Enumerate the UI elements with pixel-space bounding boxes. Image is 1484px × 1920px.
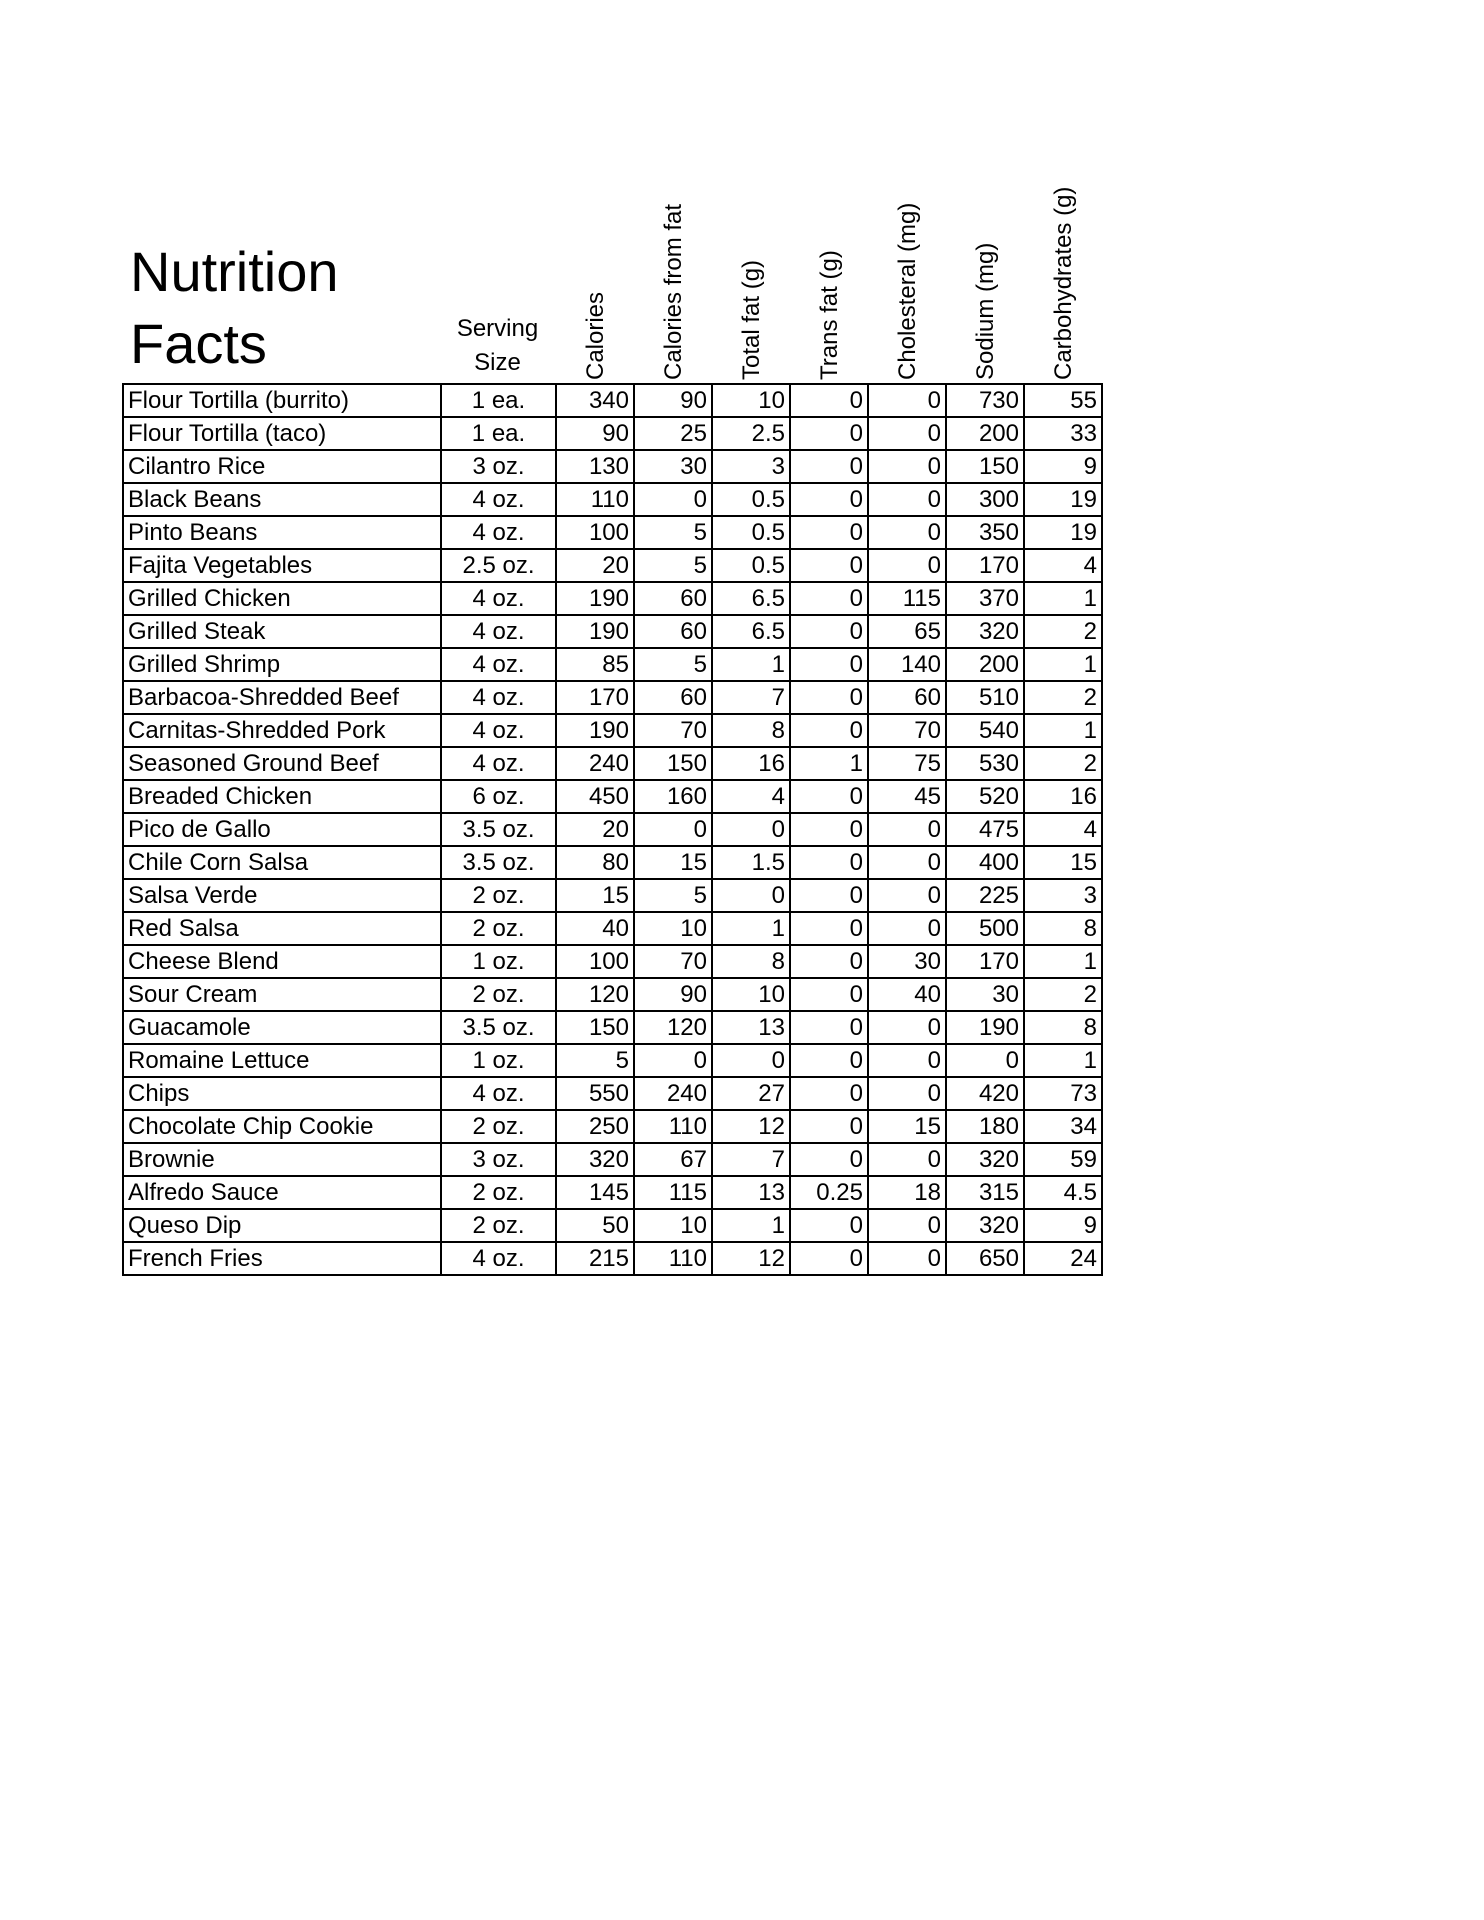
- value-cell: 0: [868, 1143, 946, 1176]
- value-cell: 0: [868, 1044, 946, 1077]
- item-name-cell: French Fries: [123, 1242, 441, 1275]
- value-cell: 100: [556, 516, 634, 549]
- value-cell: 2: [1024, 681, 1102, 714]
- item-name-cell: Seasoned Ground Beef: [123, 747, 441, 780]
- serving-size-cell: 1 ea.: [441, 417, 556, 450]
- item-name-cell: Chips: [123, 1077, 441, 1110]
- value-cell: 0: [946, 1044, 1024, 1077]
- value-cell: 90: [634, 384, 712, 417]
- serving-size-cell: 1 oz.: [441, 945, 556, 978]
- value-cell: 0: [868, 813, 946, 846]
- item-name-cell: Chile Corn Salsa: [123, 846, 441, 879]
- column-header-cell: [713, 170, 791, 380]
- value-cell: 70: [868, 714, 946, 747]
- value-cell: 160: [634, 780, 712, 813]
- value-cell: 0: [790, 549, 868, 582]
- value-cell: 150: [634, 747, 712, 780]
- value-cell: 0: [790, 1209, 868, 1242]
- value-cell: 0: [790, 648, 868, 681]
- table-row: [123, 483, 1102, 516]
- item-name-cell: Flour Tortilla (burrito): [123, 384, 441, 417]
- column-header-label: Sodium (mg): [972, 242, 999, 380]
- serving-size-cell: 6 oz.: [441, 780, 556, 813]
- value-cell: 8: [1024, 912, 1102, 945]
- value-cell: 0: [790, 1143, 868, 1176]
- value-cell: 1: [790, 747, 868, 780]
- serving-size-cell: 2 oz.: [441, 1209, 556, 1242]
- value-cell: 140: [868, 648, 946, 681]
- value-cell: 24: [1024, 1242, 1102, 1275]
- value-cell: 520: [946, 780, 1024, 813]
- value-cell: 120: [556, 978, 634, 1011]
- value-cell: 0: [790, 516, 868, 549]
- value-cell: 85: [556, 648, 634, 681]
- value-cell: 320: [556, 1143, 634, 1176]
- item-name-cell: Alfredo Sauce: [123, 1176, 441, 1209]
- serving-size-cell: 4 oz.: [441, 615, 556, 648]
- value-cell: 4: [1024, 813, 1102, 846]
- table-row: [123, 846, 1102, 879]
- value-cell: 1: [712, 648, 790, 681]
- table-row: [123, 549, 1102, 582]
- value-cell: 0: [868, 1011, 946, 1044]
- column-header-label: Calories: [582, 291, 609, 380]
- value-cell: 5: [634, 549, 712, 582]
- value-cell: 40: [556, 912, 634, 945]
- value-cell: 0: [868, 1242, 946, 1275]
- value-cell: 0: [868, 450, 946, 483]
- value-cell: 10: [634, 1209, 712, 1242]
- value-cell: 33: [1024, 417, 1102, 450]
- item-name-cell: Black Beans: [123, 483, 441, 516]
- value-cell: 475: [946, 813, 1024, 846]
- table-row: [123, 945, 1102, 978]
- value-cell: 4: [712, 780, 790, 813]
- value-cell: 27: [712, 1077, 790, 1110]
- value-cell: 115: [634, 1176, 712, 1209]
- item-name-cell: Romaine Lettuce: [123, 1044, 441, 1077]
- value-cell: 0: [790, 780, 868, 813]
- value-cell: 60: [868, 681, 946, 714]
- value-cell: 7: [712, 1143, 790, 1176]
- value-cell: 19: [1024, 483, 1102, 516]
- item-name-cell: Cheese Blend: [123, 945, 441, 978]
- value-cell: 0: [790, 384, 868, 417]
- value-cell: 5: [634, 648, 712, 681]
- serving-size-cell: 4 oz.: [441, 483, 556, 516]
- value-cell: 2.5: [712, 417, 790, 450]
- value-cell: 130: [556, 450, 634, 483]
- serving-size-cell: 4 oz.: [441, 648, 556, 681]
- table-row: [123, 912, 1102, 945]
- serving-size-cell: 1 oz.: [441, 1044, 556, 1077]
- value-cell: 65: [868, 615, 946, 648]
- value-cell: 200: [946, 417, 1024, 450]
- value-cell: 450: [556, 780, 634, 813]
- value-cell: 250: [556, 1110, 634, 1143]
- value-cell: 0.5: [712, 549, 790, 582]
- value-cell: 215: [556, 1242, 634, 1275]
- value-cell: 190: [556, 714, 634, 747]
- value-cell: 0.5: [712, 483, 790, 516]
- value-cell: 120: [634, 1011, 712, 1044]
- value-cell: 0: [868, 912, 946, 945]
- title-line-1: Nutrition: [130, 240, 339, 303]
- item-name-cell: Chocolate Chip Cookie: [123, 1110, 441, 1143]
- serving-size-cell: 2 oz.: [441, 1176, 556, 1209]
- value-cell: 60: [634, 681, 712, 714]
- value-cell: 3: [712, 450, 790, 483]
- item-name-cell: Pinto Beans: [123, 516, 441, 549]
- value-cell: 34: [1024, 1110, 1102, 1143]
- value-cell: 0.5: [712, 516, 790, 549]
- value-cell: 0: [868, 384, 946, 417]
- item-name-cell: Grilled Shrimp: [123, 648, 441, 681]
- value-cell: 540: [946, 714, 1024, 747]
- value-cell: 110: [556, 483, 634, 516]
- table-row: [123, 681, 1102, 714]
- item-name-cell: Red Salsa: [123, 912, 441, 945]
- value-cell: 8: [1024, 1011, 1102, 1044]
- value-cell: 5: [634, 516, 712, 549]
- value-cell: 59: [1024, 1143, 1102, 1176]
- value-cell: 13: [712, 1176, 790, 1209]
- value-cell: 1: [1024, 648, 1102, 681]
- value-cell: 320: [946, 1209, 1024, 1242]
- value-cell: 16: [1024, 780, 1102, 813]
- column-header-label: Trans fat (g): [816, 250, 843, 380]
- value-cell: 550: [556, 1077, 634, 1110]
- column-header-cell: [635, 170, 713, 380]
- value-cell: 15: [868, 1110, 946, 1143]
- item-name-cell: Barbacoa-Shredded Beef: [123, 681, 441, 714]
- value-cell: 0: [712, 1044, 790, 1077]
- value-cell: 30: [634, 450, 712, 483]
- item-name-cell: Grilled Steak: [123, 615, 441, 648]
- value-cell: 13: [712, 1011, 790, 1044]
- value-cell: 90: [556, 417, 634, 450]
- serving-size-cell: 2 oz.: [441, 879, 556, 912]
- value-cell: 4.5: [1024, 1176, 1102, 1209]
- table-row: [123, 813, 1102, 846]
- value-cell: 730: [946, 384, 1024, 417]
- serving-size-cell: 4 oz.: [441, 681, 556, 714]
- value-cell: 0: [790, 450, 868, 483]
- item-name-cell: Cilantro Rice: [123, 450, 441, 483]
- value-cell: 1: [1024, 582, 1102, 615]
- value-cell: 180: [946, 1110, 1024, 1143]
- item-name-cell: Salsa Verde: [123, 879, 441, 912]
- value-cell: 530: [946, 747, 1024, 780]
- value-cell: 1: [1024, 714, 1102, 747]
- item-name-cell: Pico de Gallo: [123, 813, 441, 846]
- table-row: [123, 450, 1102, 483]
- value-cell: 0: [790, 681, 868, 714]
- value-cell: 12: [712, 1242, 790, 1275]
- nutrition-table-body: [123, 384, 1102, 1275]
- item-name-cell: Queso Dip: [123, 1209, 441, 1242]
- serving-size-cell: 3.5 oz.: [441, 1011, 556, 1044]
- page-title: [130, 236, 430, 380]
- value-cell: 150: [556, 1011, 634, 1044]
- value-cell: 320: [946, 1143, 1024, 1176]
- value-cell: 73: [1024, 1077, 1102, 1110]
- value-cell: 60: [634, 582, 712, 615]
- serving-size-cell: 4 oz.: [441, 582, 556, 615]
- column-header-label: Carbohydrates (g): [1050, 186, 1077, 380]
- value-cell: 6.5: [712, 582, 790, 615]
- item-name-cell: Guacamole: [123, 1011, 441, 1044]
- table-row: [123, 1044, 1102, 1077]
- value-cell: 9: [1024, 1209, 1102, 1242]
- table-row: [123, 1242, 1102, 1275]
- value-cell: 15: [634, 846, 712, 879]
- value-cell: 0: [790, 1242, 868, 1275]
- value-cell: 30: [946, 978, 1024, 1011]
- serving-size-cell: 4 oz.: [441, 747, 556, 780]
- column-header-cell: [1025, 170, 1103, 380]
- value-cell: 55: [1024, 384, 1102, 417]
- value-cell: 0: [790, 912, 868, 945]
- column-header-label: Total fat (g): [738, 259, 765, 380]
- table-row: [123, 1110, 1102, 1143]
- serving-size-header: [440, 312, 555, 380]
- value-cell: 240: [556, 747, 634, 780]
- value-cell: 0: [634, 813, 712, 846]
- value-cell: 16: [712, 747, 790, 780]
- value-cell: 70: [634, 714, 712, 747]
- value-cell: 0: [790, 846, 868, 879]
- value-cell: 1: [712, 1209, 790, 1242]
- value-cell: 225: [946, 879, 1024, 912]
- value-cell: 75: [868, 747, 946, 780]
- value-cell: 0: [868, 1077, 946, 1110]
- value-cell: 10: [712, 384, 790, 417]
- value-cell: 300: [946, 483, 1024, 516]
- value-cell: 1: [1024, 1044, 1102, 1077]
- value-cell: 15: [1024, 846, 1102, 879]
- value-cell: 8: [712, 945, 790, 978]
- value-cell: 5: [556, 1044, 634, 1077]
- table-row: [123, 648, 1102, 681]
- serving-size-cell: 4 oz.: [441, 1242, 556, 1275]
- value-cell: 1.5: [712, 846, 790, 879]
- value-cell: 370: [946, 582, 1024, 615]
- value-cell: 0: [634, 483, 712, 516]
- value-cell: 510: [946, 681, 1024, 714]
- value-cell: 240: [634, 1077, 712, 1110]
- table-row: [123, 1209, 1102, 1242]
- value-cell: 45: [868, 780, 946, 813]
- value-cell: 0.25: [790, 1176, 868, 1209]
- value-cell: 0: [634, 1044, 712, 1077]
- value-cell: 4: [1024, 549, 1102, 582]
- value-cell: 2: [1024, 615, 1102, 648]
- table-row: [123, 747, 1102, 780]
- value-cell: 9: [1024, 450, 1102, 483]
- value-cell: 70: [634, 945, 712, 978]
- value-cell: 500: [946, 912, 1024, 945]
- value-cell: 190: [556, 582, 634, 615]
- table-row: [123, 1143, 1102, 1176]
- value-cell: 0: [868, 417, 946, 450]
- value-cell: 2: [1024, 747, 1102, 780]
- column-header-cell: [869, 170, 947, 380]
- value-cell: 0: [868, 516, 946, 549]
- value-cell: 10: [634, 912, 712, 945]
- table-row: [123, 1011, 1102, 1044]
- value-cell: 0: [790, 615, 868, 648]
- item-name-cell: Carnitas-Shredded Pork: [123, 714, 441, 747]
- table-row: [123, 417, 1102, 450]
- value-cell: 0: [790, 417, 868, 450]
- value-cell: 20: [556, 549, 634, 582]
- column-header-cell: [791, 170, 869, 380]
- value-cell: 0: [790, 1011, 868, 1044]
- item-name-cell: Fajita Vegetables: [123, 549, 441, 582]
- value-cell: 80: [556, 846, 634, 879]
- serving-header-line-2: Size: [474, 349, 521, 376]
- value-cell: 190: [556, 615, 634, 648]
- value-cell: 25: [634, 417, 712, 450]
- column-header-cell: [557, 170, 635, 380]
- value-cell: 90: [634, 978, 712, 1011]
- value-cell: 8: [712, 714, 790, 747]
- value-cell: 1: [712, 912, 790, 945]
- serving-size-cell: 2 oz.: [441, 978, 556, 1011]
- serving-size-cell: 4 oz.: [441, 516, 556, 549]
- value-cell: 200: [946, 648, 1024, 681]
- value-cell: 0: [868, 846, 946, 879]
- value-cell: 10: [712, 978, 790, 1011]
- value-cell: 420: [946, 1077, 1024, 1110]
- value-cell: 0: [790, 483, 868, 516]
- item-name-cell: Flour Tortilla (taco): [123, 417, 441, 450]
- value-cell: 67: [634, 1143, 712, 1176]
- serving-size-cell: 4 oz.: [441, 714, 556, 747]
- value-cell: 0: [790, 813, 868, 846]
- item-name-cell: Brownie: [123, 1143, 441, 1176]
- value-cell: 110: [634, 1110, 712, 1143]
- item-name-cell: Sour Cream: [123, 978, 441, 1011]
- value-cell: 7: [712, 681, 790, 714]
- value-cell: 170: [556, 681, 634, 714]
- value-cell: 0: [868, 879, 946, 912]
- value-cell: 170: [946, 549, 1024, 582]
- serving-size-cell: 2 oz.: [441, 912, 556, 945]
- item-name-cell: Breaded Chicken: [123, 780, 441, 813]
- column-header-label: Calories from fat: [660, 203, 687, 380]
- value-cell: 350: [946, 516, 1024, 549]
- nutrition-table: [122, 383, 1103, 1276]
- value-cell: 145: [556, 1176, 634, 1209]
- value-cell: 100: [556, 945, 634, 978]
- value-cell: 0: [790, 1110, 868, 1143]
- column-header-label: Cholesteral (mg): [894, 202, 921, 380]
- value-cell: 1: [1024, 945, 1102, 978]
- value-cell: 190: [946, 1011, 1024, 1044]
- table-row: [123, 516, 1102, 549]
- serving-size-cell: 4 oz.: [441, 1077, 556, 1110]
- value-cell: 2: [1024, 978, 1102, 1011]
- value-cell: 0: [790, 714, 868, 747]
- serving-size-cell: 2.5 oz.: [441, 549, 556, 582]
- value-cell: 3: [1024, 879, 1102, 912]
- value-cell: 400: [946, 846, 1024, 879]
- value-cell: 650: [946, 1242, 1024, 1275]
- value-cell: 18: [868, 1176, 946, 1209]
- value-cell: 5: [634, 879, 712, 912]
- table-row: [123, 714, 1102, 747]
- value-cell: 50: [556, 1209, 634, 1242]
- value-cell: 15: [556, 879, 634, 912]
- value-cell: 12: [712, 1110, 790, 1143]
- value-cell: 315: [946, 1176, 1024, 1209]
- value-cell: 6.5: [712, 615, 790, 648]
- table-row: [123, 384, 1102, 417]
- value-cell: 0: [712, 813, 790, 846]
- value-cell: 0: [868, 483, 946, 516]
- table-row: [123, 879, 1102, 912]
- value-cell: 0: [790, 1077, 868, 1110]
- value-cell: 60: [634, 615, 712, 648]
- table-row: [123, 615, 1102, 648]
- table-row: [123, 1077, 1102, 1110]
- column-header-cell: [947, 170, 1025, 380]
- serving-size-cell: 3 oz.: [441, 450, 556, 483]
- value-cell: 170: [946, 945, 1024, 978]
- table-row: [123, 582, 1102, 615]
- table-row: [123, 780, 1102, 813]
- value-cell: 40: [868, 978, 946, 1011]
- value-cell: 30: [868, 945, 946, 978]
- serving-size-cell: 1 ea.: [441, 384, 556, 417]
- value-cell: 19: [1024, 516, 1102, 549]
- value-cell: 0: [868, 549, 946, 582]
- serving-size-cell: 3.5 oz.: [441, 846, 556, 879]
- value-cell: 340: [556, 384, 634, 417]
- serving-size-cell: 3.5 oz.: [441, 813, 556, 846]
- value-cell: 0: [868, 1209, 946, 1242]
- value-cell: 150: [946, 450, 1024, 483]
- item-name-cell: Grilled Chicken: [123, 582, 441, 615]
- value-cell: 0: [790, 879, 868, 912]
- value-cell: 0: [790, 582, 868, 615]
- value-cell: 0: [790, 945, 868, 978]
- value-cell: 115: [868, 582, 946, 615]
- value-cell: 110: [634, 1242, 712, 1275]
- value-cell: 20: [556, 813, 634, 846]
- table-row: [123, 1176, 1102, 1209]
- value-cell: 0: [712, 879, 790, 912]
- serving-size-cell: 3 oz.: [441, 1143, 556, 1176]
- serving-header-line-1: Serving: [456, 315, 539, 342]
- table-row: [123, 978, 1102, 1011]
- value-cell: 0: [790, 1044, 868, 1077]
- title-line-2: Facts: [130, 312, 267, 375]
- serving-size-cell: 2 oz.: [441, 1110, 556, 1143]
- value-cell: 320: [946, 615, 1024, 648]
- value-cell: 0: [790, 978, 868, 1011]
